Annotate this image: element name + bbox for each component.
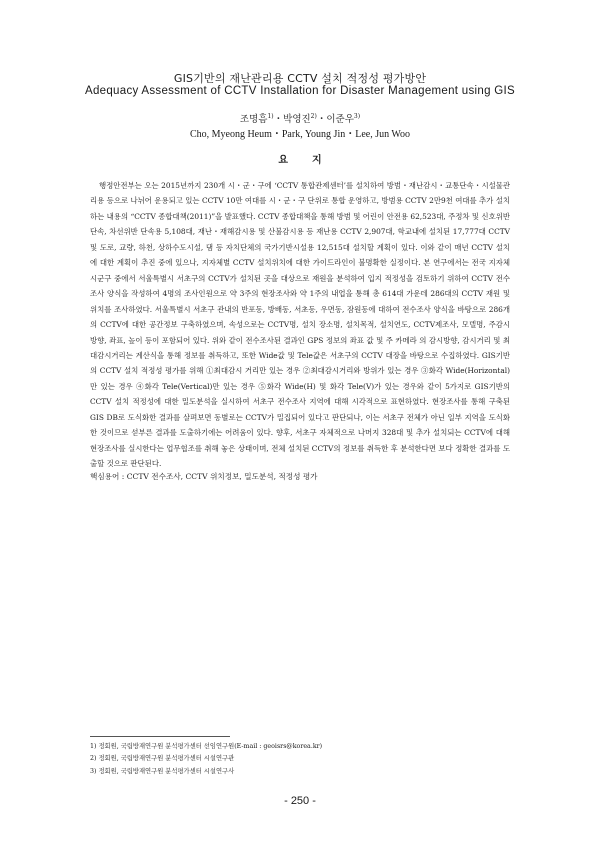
page-number: - 250 - bbox=[284, 795, 316, 807]
footnote-item: 2) 정회원, 국립방재연구원 분석평가센터 시설연구관 bbox=[90, 755, 235, 763]
author-affiliation-mark: 3) bbox=[353, 112, 361, 120]
author-affiliation-mark: 2) bbox=[310, 112, 317, 120]
author-name: 박영진 bbox=[283, 114, 311, 125]
author-name: 이준우 bbox=[326, 114, 354, 125]
author-list-korean bbox=[0, 111, 600, 125]
abstract-body: 행정안전부는 오는 2015년까지 230개 시・군・구에 ‘CCTV 통합관제센터’를 설치하여 방범・재난감시・교통단속・시설물관리용 등으로 나뉘어 운용되고 있는 CCTV 10만 여대를 시・군・구 단위로 통합 운영하고, 방범용 CCTV 2만9천 여대를 추가 설치하는 내용의 “CCTV 종합대책(2011)”을 발표했다. CCTV 종합대책을 통해 방범 및 어린이 안전용 62,523대, 주정차 및 신호위반 단속, 차선위반 단속용 5,108대, 재난・재해감시용 및 산불감시용 등 재난용 CCTV 2,907대, 학교내에 설치된 17,777대 CCTV 및 도로, 교량, 하천, 상하수도시설, 댐 등 자치단체의 국가기반시설용 12,515대 설치할 계획이 있다. 이와 같이 매년 CCTV 설치에 대한 계획이 추진 중에 있으나, 지자체별 CCTV 설치위치에 대한 가이드라인이 불명확한 실정이다. 본 연구에서는 전국 지자체 시군구 중에서 서울특별시 서초구의 CCTV가 설치된 곳을 대상으로 재원을 분석하여 입지 적정성을 검토하기 위하여 CCTV 전수조사 양식을 작성하여 4명의 조사인원으로 약 3주의 현장조사와 약 1주의 내업을 통해 총 614대 가운데 286대의 CCTV 재원 및 위치를 조사하였다. 서울특별시 서초구 관내의 반포동, 방배동, 서초동, 우면동, 잠원동에 대하여 전수조사 양식을 바탕으로 286개의 CCTV에 대한 공간정보 구축하였으며, 속성으로는 CCTV명, 설치 장소명, 설치목적, 설치연도, CCTV제조사, 모델명, 주감시 방향, 좌표, 높이 등이 포함되어 있다. 위와 같이 전수조사된 결과인 GPS 정보의 좌표 값 및 주 카메라 의 감시방향, 감시거리 및 최대감시거리는 계산식을 통해 정보를 취득하고, 또한 Wide값 및 Tele값은 서초구의 CCTV 대장을 바탕으로 수집하였다. GIS기반의 CCTV 설치 적정성 평가를 위해 ①최대감시 거리만 있는 경우 ②최대감시거리와 방위가 있는 경우 ③화각 Wide(Horizontal)만 있는 경우 ④화각 Tele(Vertical)만 있는 경우 ⑤화각 Wide(H) 및 화각 Tele(V)가 있는 경우와 같이 5가지로 GIS기반의 CCTV 설치 적정성에 대한 밀도분석을 실시하여 서초구 전수조사 지역에 대해 시각적으로 표현하였다. 현장조사를 통해 구축된 GIS DB로 도식화한 결과를 살펴보면 동별로는 CCTV가 밀집되어 있다고 판단되나, 이는 서초구 전체가 아닌 일부 지역을 도식화한 것이므로 섣부른 결과를 도출하기에는 어려움이 있다. 향후, 서초구 자체적으로 나머지 328대 및 추가 설치되는 CCTV에 대해 현장조사를 실시한다는 업무협조를 취해 놓은 상태이며, 전체 설치된 CCTV의 정보를 취득한 후 분석한다면 보다 정확한 결과를 도출할 것으로 판단된다. bbox=[90, 181, 510, 469]
author-affiliation-mark: 1) bbox=[267, 112, 274, 120]
paper-title-korean: GIS기반의 재난관리용 CCTV 설치 적정성 평가방안 bbox=[173, 72, 427, 85]
keywords-line: 핵심용어 : CCTV 전수조사, CCTV 위치정보, 밀도분석, 적정성 평가 bbox=[90, 472, 318, 481]
author-list-english: Cho, Myeong Heum・Park, Young Jin・Lee, Jun Woo bbox=[189, 129, 411, 140]
footnote-item: 3) 정회원, 국립방재연구원 분석평가센터 시설연구사 bbox=[90, 767, 235, 775]
abstract-heading: 요지 bbox=[278, 155, 346, 166]
paper-title-english: Adequacy Assessment of CCTV Installation for Disaster Management using GIS bbox=[85, 85, 515, 97]
author-name: 조명흠 bbox=[239, 114, 268, 125]
author-separator: ・ bbox=[273, 114, 284, 125]
author-separator: ・ bbox=[316, 114, 327, 125]
footnote-divider bbox=[90, 736, 230, 737]
footnote-item: 1) 정회원, 국립방재연구원 분석평가센터 선임연구원(E-mail : geoisrs@korea.kr) bbox=[90, 743, 323, 750]
footnote-list bbox=[90, 741, 510, 778]
